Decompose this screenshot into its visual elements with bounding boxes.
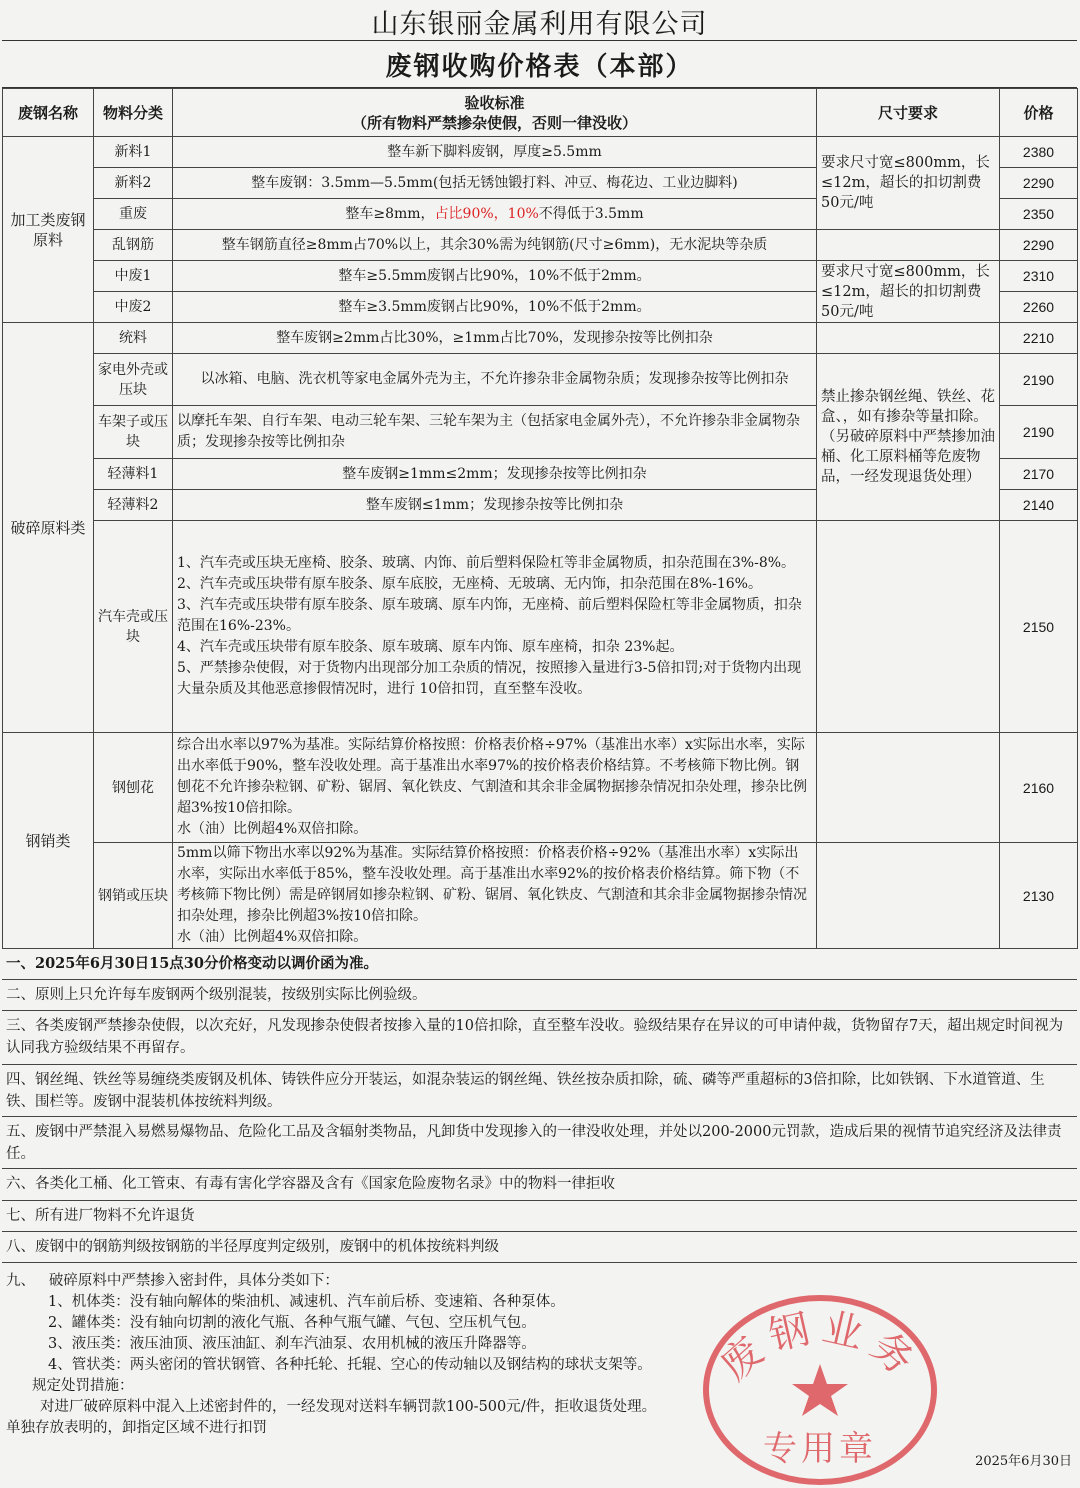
standard-cell: 整车废钢：3.5mm—5.5mm(包括无锈蚀锻打料、冲豆、梅花边、工业边脚料) bbox=[173, 168, 817, 199]
category-cell: 轻薄料1 bbox=[94, 459, 173, 490]
size-requirement-cell-empty bbox=[817, 521, 1000, 733]
size-requirement-cell: 要求尺寸宽≤800mm，长≤12m，超长的扣切割费50元/吨 bbox=[817, 261, 1000, 323]
table-header-row bbox=[3, 89, 1078, 137]
standard-header-line1: 验收标准 bbox=[464, 93, 525, 112]
note9-item: 4、管状类：两头密闭的管状钢管、各种托轮、托辊、空心的传动轴以及钢结构的球状支架等。 bbox=[48, 1357, 652, 1373]
table-row bbox=[3, 733, 1078, 843]
standard-cell: 整车新下脚料废钢，厚度≥5.5mm bbox=[173, 137, 817, 168]
page-title: 废钢收购价格表（本部） bbox=[2, 41, 1077, 88]
standard-cell: 以冰箱、电脑、洗衣机等家电金属外壳为主，不允许掺杂非金属物杂质；发现掺杂按等比例扣杂 bbox=[173, 354, 817, 406]
col-header-name: 废钢名称 bbox=[3, 89, 94, 137]
standard-highlight: 占比90%，10% bbox=[434, 206, 539, 222]
table-row bbox=[3, 230, 1078, 261]
category-cell: 轻薄料2 bbox=[94, 490, 173, 521]
note9-tail: 单独存放表明的，卸指定区域不进行扣罚 bbox=[6, 1420, 267, 1436]
standard-cell: 整车≥3.5mm废钢占比90%，10%不低于2mm。 bbox=[173, 292, 817, 323]
group-label-crushing: 破碎原料类 bbox=[3, 323, 94, 733]
standard-cell: 5mm以筛下物出水率以92%为基准。实际结算价格按照：价格表价格÷92%（基准出水率）x实际出水率，实际出水率低于85%，整车没收处理。高于基准出水率92%的按价格表价格结算。筛下物（不考核筛下物比例）需是碎钢屑如掺杂粒钢、矿粉、锯屑、氧化铁皮、气割渣和其余非金属物据掺杂情况扣杂处理，掺杂比例超3%按10倍扣除。 水（油）比例超4%双倍扣除。 bbox=[173, 843, 817, 949]
category-cell: 车架子或压块 bbox=[94, 406, 173, 459]
standard-header-line2: （所有物料严禁掺杂使假，否则一律没收） bbox=[351, 113, 637, 132]
note-item: 一、2025年6月30日15点30分价格变动以调价函为准。 bbox=[2, 949, 1077, 980]
col-header-price: 价格 bbox=[1000, 89, 1078, 137]
size-requirement-cell-empty bbox=[817, 323, 1000, 354]
standard-text: 不得低于3.5mm bbox=[538, 206, 644, 222]
note9-measure-head: 规定处罚措施： bbox=[32, 1378, 134, 1394]
category-cell: 家电外壳或压块 bbox=[94, 354, 173, 406]
price-cell: 2140 bbox=[1000, 490, 1078, 521]
size-requirement-cell: 要求尺寸宽≤800mm，长≤12m，超长的扣切割费50元/吨 bbox=[817, 137, 1000, 230]
size-requirement-cell: 禁止掺杂钢丝绳、铁丝、花盒、，如有掺杂等量扣除。（另破碎原料中严禁掺加油桶、化工原料桶等危废物品，一经发现退货处理） bbox=[817, 354, 1000, 521]
standard-cell bbox=[173, 199, 817, 230]
group-label-processing: 加工类废钢原料 bbox=[3, 137, 94, 323]
category-cell: 新料1 bbox=[94, 137, 173, 168]
document-date: 2025年6月30日 bbox=[975, 1454, 1072, 1469]
table-row bbox=[3, 354, 1078, 406]
table-row bbox=[3, 137, 1078, 168]
category-cell: 钢销或压块 bbox=[94, 843, 173, 949]
price-cell: 2350 bbox=[1000, 199, 1078, 230]
standard-cell: 整车废钢≥2mm占比30%，≥1mm占比70%，发现掺杂按等比例扣杂 bbox=[173, 323, 817, 354]
price-cell: 2160 bbox=[1000, 733, 1078, 843]
col-header-standard bbox=[173, 89, 817, 137]
notes-section bbox=[2, 949, 1077, 1443]
price-cell: 2290 bbox=[1000, 168, 1078, 199]
note9-item: 1、机体类：没有轴向解体的柴油机、减速机、汽车前后桥、变速箱、各种泵体。 bbox=[48, 1294, 565, 1310]
note-item: 四、钢丝绳、铁丝等易缠绕类废钢及机体、铸铁件应分开装运，如混杂装运的钢丝绳、铁丝按杂质扣除，硫、磷等严重超标的3倍扣除，比如铁钢、下水道管道、生铁、围栏等。废钢中混装机体按统料判级。 bbox=[2, 1065, 1077, 1117]
standard-cell: 以摩托车架、自行车架、电动三轮车架、三轮车架为主（包括家电金属外壳），不允许掺杂非金属物杂质；发现掺杂按等比例扣杂 bbox=[173, 406, 817, 459]
standard-cell: 1、汽车壳或压块无座椅、胶条、玻璃、内饰、前后塑料保险杠等非金属物质，扣杂范围在3%-8%。 2、汽车壳或压块带有原车胶条、原车底胶，无座椅、无玻璃、无内饰，扣杂范围在8%-16%。 3、汽车壳或压块带有原车胶条、原车玻璃、原车内饰，无座椅、前后塑料保险杠等非金属物质，扣杂范围在16%-23%。 4、汽车壳或压块带有原车胶条、原车玻璃、原车内饰、原车座椅，扣杂 23%起。 5、严禁掺杂使假，对于货物内出现部分加工杂质的情况，按照掺入量进行3-5倍扣罚;对于货物内出现大量杂质及其他恶意掺假情况时，进行 10倍扣罚，直至整车没收。 bbox=[173, 521, 817, 733]
note9-measure: 对进厂破碎原料中混入上述密封件的，一经发现对送料车辆罚款100-500元/件，拒收退货处理。 bbox=[40, 1399, 657, 1415]
standard-cell: 整车废钢≥1mm≤2mm；发现掺杂按等比例扣杂 bbox=[173, 459, 817, 490]
price-cell: 2210 bbox=[1000, 323, 1078, 354]
price-cell: 2150 bbox=[1000, 521, 1078, 733]
price-table bbox=[2, 88, 1078, 949]
note9-item: 2、罐体类：没有轴向切割的液化气瓶、各种气瓶气罐、气包、空压机气包。 bbox=[48, 1315, 536, 1331]
note-item-nine bbox=[2, 1263, 1077, 1443]
note9-item: 3、液压类：液压油顶、液压油缸、刹车汽油泵、农用机械的液压升降器等。 bbox=[48, 1336, 536, 1352]
note9-head: 九、 破碎原料中严禁掺入密封件，具体分类如下： bbox=[6, 1273, 339, 1289]
category-cell: 中废1 bbox=[94, 261, 173, 292]
note-item: 二、原则上只允许每车废钢两个级别混装，按级别实际比例验级。 bbox=[2, 980, 1077, 1011]
category-cell: 重废 bbox=[94, 199, 173, 230]
price-cell: 2130 bbox=[1000, 843, 1078, 949]
table-row bbox=[3, 261, 1078, 292]
category-cell: 乱钢筋 bbox=[94, 230, 173, 261]
category-cell: 汽车壳或压块 bbox=[94, 521, 173, 733]
price-cell: 2170 bbox=[1000, 459, 1078, 490]
col-header-category: 物料分类 bbox=[94, 89, 173, 137]
standard-text: 整车≥8mm， bbox=[345, 206, 435, 222]
standard-cell: 整车钢筋直径≥8mm占70%以上，其余30%需为纯钢筋(尺寸≥6mm)，无水泥块等杂质 bbox=[173, 230, 817, 261]
size-requirement-cell-empty bbox=[817, 843, 1000, 949]
seal-top-text: 废钢业务 bbox=[711, 1304, 929, 1390]
size-requirement-cell-empty bbox=[817, 733, 1000, 843]
price-cell: 2290 bbox=[1000, 230, 1078, 261]
group-label-shavings: 钢销类 bbox=[3, 733, 94, 949]
table-row bbox=[3, 521, 1078, 733]
standard-cell: 综合出水率以97%为基准。实际结算价格按照：价格表价格÷97%（基准出水率）x实际出水率，实际出水率低于90%，整车没收处理。高于基准出水率97%的按价格表价格结算。不考核筛下物比例。钢刨花不允许掺杂粒钢、矿粉、锯屑、氧化铁皮、气割渣和其余非金属物据掺杂情况扣杂处理，掺杂比例超3%按10倍扣除。 水（油）比例超4%双倍扣除。 bbox=[173, 733, 817, 843]
note-item: 五、废钢中严禁混入易燃易爆物品、危险化工品及含辐射类物品，凡卸货中发现掺入的一律没收处理，并处以200-2000元罚款，造成后果的视情节追究经济及法律责任。 bbox=[2, 1117, 1077, 1169]
company-name: 山东银丽金属利用有限公司 bbox=[2, 2, 1077, 41]
table-row bbox=[3, 843, 1078, 949]
price-cell: 2190 bbox=[1000, 406, 1078, 459]
category-cell: 统料 bbox=[94, 323, 173, 354]
standard-cell: 整车≥5.5mm废钢占比90%，10%不低于2mm。 bbox=[173, 261, 817, 292]
price-cell: 2380 bbox=[1000, 137, 1078, 168]
price-cell: 2190 bbox=[1000, 354, 1078, 406]
note-item: 三、各类废钢严禁掺杂使假，以次充好，凡发现掺杂使假者按掺入量的10倍扣除，直至整车没收。验级结果存在异议的可申请仲裁，货物留存7天，超出规定时间视为认同我方验级结果不再留存。 bbox=[2, 1011, 1077, 1065]
table-row bbox=[3, 323, 1078, 354]
price-sheet bbox=[2, 2, 1077, 1443]
category-cell: 中废2 bbox=[94, 292, 173, 323]
price-cell: 2260 bbox=[1000, 292, 1078, 323]
category-cell: 新料2 bbox=[94, 168, 173, 199]
col-header-size: 尺寸要求 bbox=[817, 89, 1000, 137]
note-item: 八、废钢中的钢筋判级按钢筋的半径厚度判定级别，废钢中的机体按统料判级 bbox=[2, 1232, 1077, 1263]
note-item: 七、所有进厂物料不允许退货 bbox=[2, 1201, 1077, 1232]
price-cell: 2310 bbox=[1000, 261, 1078, 292]
size-requirement-cell-empty bbox=[817, 230, 1000, 261]
standard-cell: 整车废钢≤1mm；发现掺杂按等比例扣杂 bbox=[173, 490, 817, 521]
seal-bottom-text: 专用章 bbox=[763, 1429, 877, 1469]
category-cell: 钢刨花 bbox=[94, 733, 173, 843]
note-item: 六、各类化工桶、化工管束、有毒有害化学容器及含有《国家危险废物名录》中的物料一律拒收 bbox=[2, 1169, 1077, 1201]
